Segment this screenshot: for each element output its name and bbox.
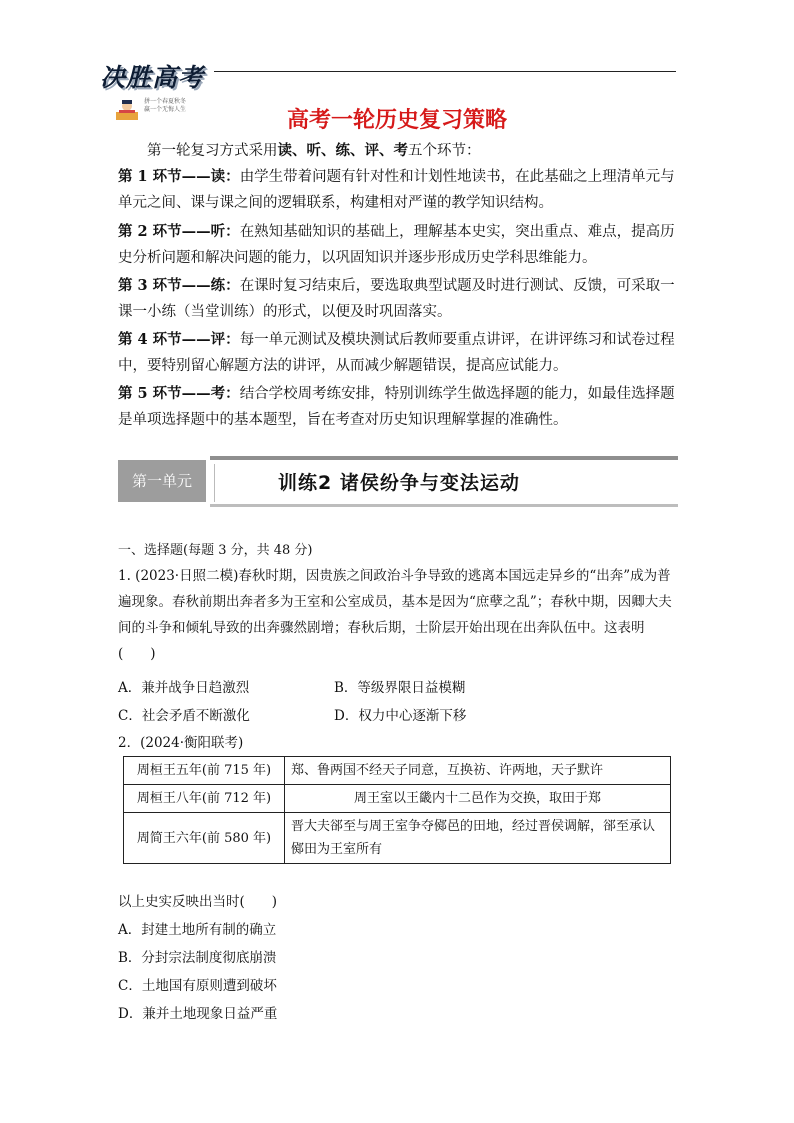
history-table [123,756,671,864]
step-4 [118,327,678,379]
question-2-stem: 2．(2024·衡阳联考) [118,735,244,751]
step-4-label: 第 4 环节——评： [118,331,240,348]
intro-prefix: 第一轮复习方式采用 [147,143,278,159]
table-row [124,757,671,785]
question-1-text: 1. (2023·日照二模)春秋时期，因贵族之间政治斗争导致的逃离本国远走异乡的“出奔”成为普遍现象。春秋前期出奔者多为王室和公室成员，基本是因为“庶孽之乱”；春秋中期，因卿大夫间的斗争和倾轧导致的出奔骤然剧增；春秋后期，士阶层开始出现在出奔队伍中。这表明( ) [118,568,672,662]
unit-label: 第一单元 [118,460,206,502]
table-cell-date: 周桓王八年(前 712 年) [124,785,285,813]
question-2-text: 以上史实反映出当时( ) [118,894,278,910]
logo-slogan-line1: 拼一个春夏秋冬 [144,98,187,105]
header-rule [214,71,676,72]
step-2-label: 第 2 环节——听： [118,223,240,240]
step-3 [118,273,678,325]
table-cell-event: 晋大夫郤至与周王室争夺鄇邑的田地，经过晋侯调解，郤至承认鄇田为王室所有 [285,813,671,864]
step-2-text: 在熟知基础知识的基础上，理解基本史实，突出重点、难点，提高历史分析问题和解决问题的能力，以巩固知识并逐步形成历史学科思维能力。 [118,224,675,266]
step-1-text: 由学生带着问题有针对性和计划性地读书，在此基础之上理清单元与单元之间、课与课之间的逻辑联系，构建相对严谨的教学知识结构。 [118,169,675,211]
unit-separator [214,464,215,502]
q1-option-a: A．兼并战争日趋激烈 [118,680,250,696]
unit-bottom-rule [210,504,678,507]
step-3-label: 第 3 环节——练： [118,277,240,294]
q1-option-b: B．等级界限日益模糊 [334,680,466,696]
intro-suffix: 五个环节： [408,143,481,159]
table-cell-date: 周桓王五年(前 715 年) [124,757,285,785]
q2-option-c: C．土地国有原则遭到破坏 [118,978,277,994]
step-4-text: 每一单元测试及模块测试后教师要重点讲评，在讲评练习和试卷过程中，要特别留心解题方法的讲评，从而减少解题错误，提高应试能力。 [118,332,675,374]
step-5 [118,381,678,433]
unit-banner [118,456,678,508]
q2-option-a: A．封建土地所有制的确立 [118,922,277,938]
step-5-text: 结合学校周考练安排，特别训练学生做选择题的能力，如最佳选择题是单项选择题中的基本题型，旨在考查对历史知识理解掌握的准确性。 [118,386,675,428]
table-cell-event: 周王室以王畿内十二邑作为交换，取田于郑 [285,785,671,813]
table-cell-event: 郑、鲁两国不经天子同意，互换祊、许两地，天子默许 [285,757,671,785]
table-row [124,813,671,864]
step-5-label: 第 5 环节——考： [118,385,240,402]
step-2 [118,219,678,271]
section-header: 一、选择题(每题 3 分，共 48 分) [118,543,313,558]
intro-bold: 读、听、练、评、考 [277,142,408,159]
document-title: 高考一轮历史复习策略 [286,108,507,133]
q2-option-b: B．分封宗法制度彻底崩溃 [118,950,277,966]
table-row [124,785,671,813]
intro-paragraph [118,138,678,164]
table-cell-date: 周简王六年(前 580 年) [124,813,285,864]
step-1-label: 第 1 环节——读： [118,168,240,185]
unit-top-rule [210,456,678,460]
step-3-text: 在课时复习结束后，要选取典型试题及时进行测试、反馈，可采取一课一小练（当堂训练）的形式，以便及时巩固落实。 [118,278,675,320]
step-1 [118,164,678,216]
logo-text: 决胜高考 [100,63,205,92]
q1-option-c: C．社会矛盾不断激化 [118,708,250,724]
q2-option-d: D．兼并土地现象日益严重 [118,1006,278,1022]
logo-slogan-line2: 赢一个无悔人生 [144,106,187,113]
training-title: 训练2 诸侯纷争与变法运动 [278,472,520,494]
q1-option-d: D．权力中心逐渐下移 [334,708,467,724]
